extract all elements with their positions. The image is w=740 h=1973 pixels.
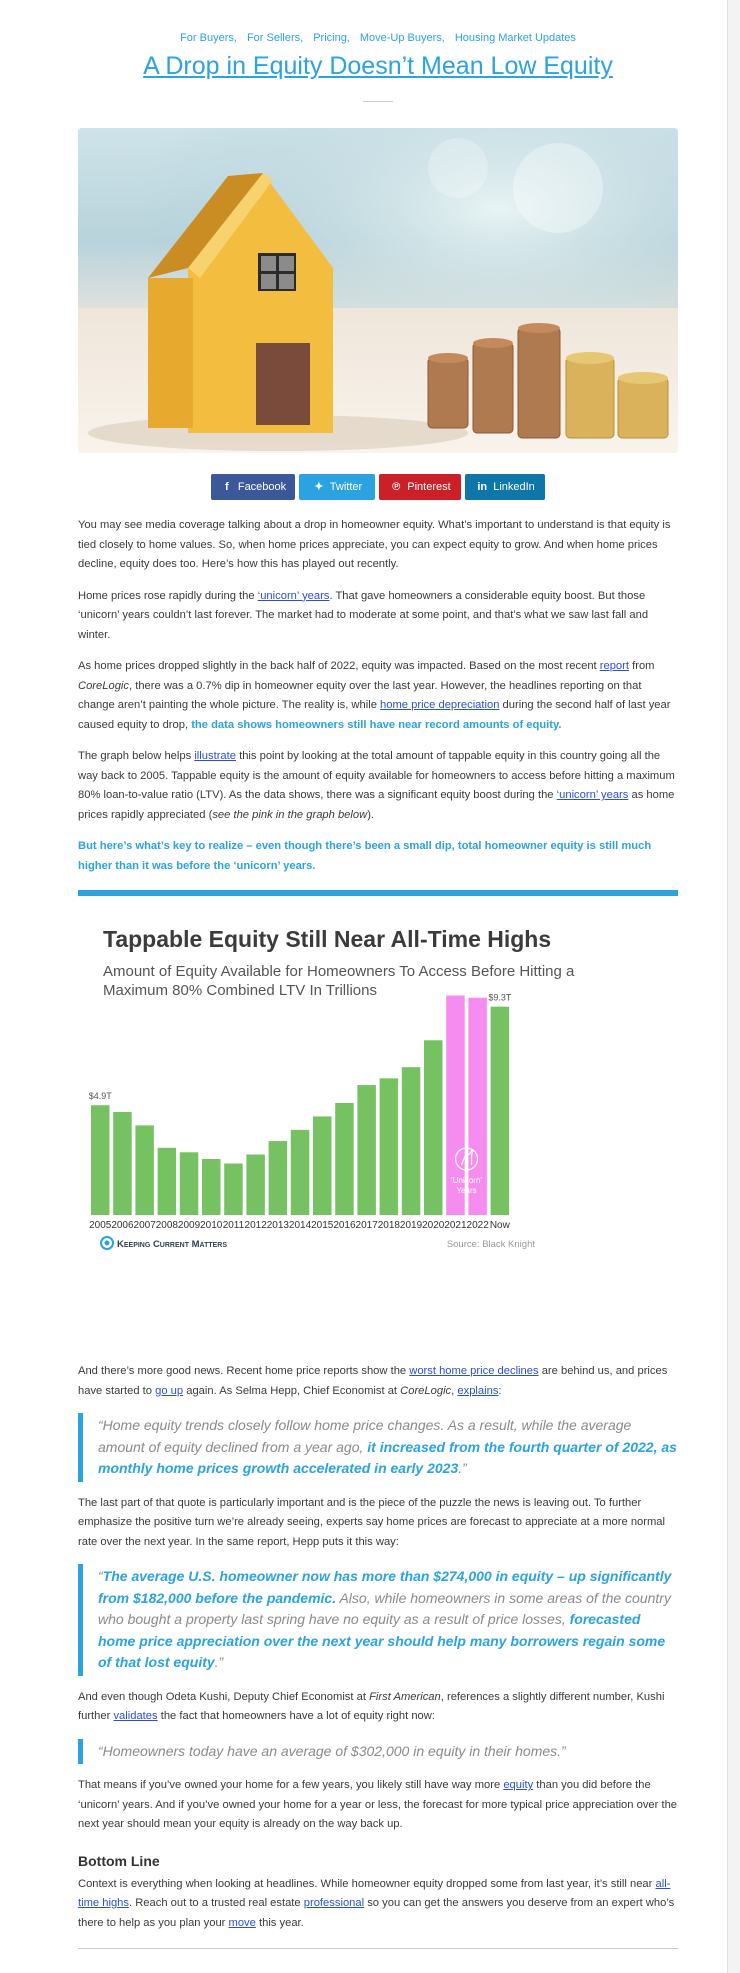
category-links xyxy=(78,32,678,44)
text: Home prices rose rapidly during the xyxy=(78,589,258,602)
link-validates[interactable]: validates xyxy=(113,1710,158,1722)
share-buttons xyxy=(78,474,678,500)
text: And even though Odeta Kushi, Deputy Chief Economist at xyxy=(78,1690,370,1703)
chart-bar-2011 xyxy=(224,1163,243,1215)
x-tick-label: 2010 xyxy=(200,1220,223,1231)
text: ). xyxy=(367,808,375,821)
link-professional[interactable]: professional xyxy=(303,1897,365,1909)
chart-bar-2015 xyxy=(313,1116,332,1215)
title-divider xyxy=(363,101,393,102)
text: than you did before the ‘unicorn’ years. And if you’ve owned your home for a year or less, the forecast for more typical price appreciation over the next year should mean your equity is already on the way back up. xyxy=(78,1779,678,1830)
house-and-coins-illustration xyxy=(78,128,678,453)
text: CoreLogic xyxy=(78,679,129,692)
article-body-continued-3 xyxy=(78,1688,678,1727)
data-label: $9.3T xyxy=(488,992,512,1003)
text: , xyxy=(451,1384,458,1397)
article-body-bottom-line xyxy=(78,1875,678,1934)
link-unicorn-years-2[interactable]: ‘unicorn’ years xyxy=(556,789,629,801)
text: as home prices rapidly appreciated ( xyxy=(78,789,675,821)
chart-bar-2017 xyxy=(357,1085,376,1215)
share-facebook-button[interactable] xyxy=(211,474,295,500)
chart-bar-2019 xyxy=(402,1067,421,1215)
x-tick-label: 2022 xyxy=(466,1220,489,1231)
chart-bar-2012 xyxy=(246,1155,265,1215)
highlight-text: the data shows homeowners still have near record amounts of equity. xyxy=(191,718,562,731)
quote-hepp-2 xyxy=(78,1564,678,1676)
paragraph-corelogic xyxy=(78,657,678,735)
chart-bar-2014 xyxy=(291,1130,310,1215)
hero-image xyxy=(78,128,678,453)
article-title[interactable]: A Drop in Equity Doesn’t Mean Low Equity xyxy=(143,52,613,80)
text: Context is everything when looking at headlines. While homeowner equity dropped some from last year, it’s still near xyxy=(78,1877,656,1890)
category-pricing[interactable]: Pricing, xyxy=(313,32,350,44)
quote-kushi: “Homeowners today have an average of $302,000 in equity in their homes.” xyxy=(78,1739,678,1765)
text: are behind us, and prices have started to xyxy=(78,1365,668,1397)
bottom-line-heading: Bottom Line xyxy=(78,1852,160,1869)
chart-bar-2016 xyxy=(335,1103,354,1215)
x-tick-label: 2017 xyxy=(355,1220,378,1231)
x-tick-label: 2016 xyxy=(333,1220,356,1231)
chart-plot xyxy=(78,896,678,1354)
paragraph-quote-context: The last part of that quote is particularly important and is the piece of the puzzle the news is leaving out. To further emphasize the positive turn we’re already seeing, experts say home prices are forecast to appreciate at a more normal rate over the next year. In the same report, Hepp puts it this way: xyxy=(78,1496,666,1548)
chart-bar-2008 xyxy=(158,1148,177,1215)
pinterest-icon: ℗ xyxy=(392,481,401,493)
link-go-up[interactable]: go up xyxy=(155,1384,184,1397)
chart-bar-2018 xyxy=(380,1078,399,1215)
text: this year. xyxy=(255,1916,304,1929)
page-scrollbar[interactable] xyxy=(727,0,740,1973)
text: , references a slightly different number, Kushi further xyxy=(78,1690,665,1722)
twitter-icon: ✦ xyxy=(314,481,324,493)
share-linkedin-button[interactable] xyxy=(465,474,545,500)
share-twitter-button[interactable] xyxy=(299,474,375,500)
facebook-icon: f xyxy=(225,481,229,493)
text: : xyxy=(498,1384,502,1397)
text: CoreLogic xyxy=(400,1384,452,1397)
link-home-price-depreciation[interactable]: home price depreciation xyxy=(380,699,500,711)
x-tick-label: 2020 xyxy=(422,1220,445,1231)
paragraph-unicorn xyxy=(78,587,678,646)
link-illustrate[interactable]: illustrate xyxy=(194,750,236,762)
x-tick-label: 2019 xyxy=(399,1220,423,1231)
paragraph-bottom-line xyxy=(78,1875,678,1934)
x-tick-label: 2015 xyxy=(311,1220,334,1231)
chart-subtitle: Amount of Equity Available for Homeowners To Access Before Hitting a Maximum 80% Combined LTV In Trillions xyxy=(103,963,575,999)
x-tick-label: 2018 xyxy=(377,1220,400,1231)
kcm-logo-text: Keeping Current Matters xyxy=(117,1239,228,1250)
facebook-label: Facebook xyxy=(237,481,287,493)
text: That means if you’ve owned your home for a few years, you likely still have way more xyxy=(78,1779,504,1791)
highlight-text: forecasted home price appreciation over the next year should help many borrowers regain some of that lost equity xyxy=(98,1611,666,1670)
link-all-time-highs[interactable]: all-time highs xyxy=(78,1877,671,1909)
link-equity[interactable]: equity xyxy=(503,1779,534,1791)
x-tick-label: 2011 xyxy=(222,1220,245,1231)
chart-bar-2006 xyxy=(113,1112,132,1215)
x-tick-label: 2021 xyxy=(444,1220,467,1231)
linkedin-icon: in xyxy=(477,481,488,493)
x-tick-label: 2007 xyxy=(133,1220,156,1231)
chart-bar-now xyxy=(491,1007,510,1215)
chart-bar-2010 xyxy=(202,1159,221,1215)
category-housing-market-updates[interactable]: Housing Market Updates xyxy=(454,32,576,44)
article xyxy=(78,0,678,1949)
annotation-label: Years xyxy=(456,1186,477,1195)
paragraph-conclusion xyxy=(78,1776,678,1835)
data-label: $4.9T xyxy=(88,1091,112,1102)
text: .” xyxy=(214,1654,224,1670)
text: see the pink in the graph below xyxy=(212,808,368,821)
text: , there was a 0.7% dip in homeowner equity over the last year. However, the headlines reporting on that change aren’t painting the whole picture. The reality is, while xyxy=(78,679,642,711)
text: The graph below helps xyxy=(78,750,195,762)
x-tick-label: 2005 xyxy=(89,1220,112,1231)
chart-bar-2020 xyxy=(424,1040,443,1215)
chart-bar-2007 xyxy=(135,1125,154,1215)
category-for-buyers[interactable]: For Buyers, xyxy=(180,32,237,44)
category-for-sellers[interactable]: For Sellers, xyxy=(246,32,304,44)
paragraph-graph-intro xyxy=(78,747,678,825)
equity-chart xyxy=(78,896,678,1354)
link-report[interactable]: report xyxy=(599,660,629,672)
annotation-label: ‘Unicorn’ xyxy=(450,1176,483,1185)
x-tick-label: 2013 xyxy=(266,1220,289,1231)
text: Also, while homeowners in some areas of the country who bought a property last spring have no equity as a result of price losses, xyxy=(98,1589,671,1627)
article-body xyxy=(78,516,678,876)
paragraph-good-news xyxy=(78,1362,678,1401)
pinterest-label: Pinterest xyxy=(407,481,451,493)
text: .” xyxy=(458,1460,467,1476)
article-body-continued-2 xyxy=(78,1494,678,1553)
text: As home prices dropped slightly in the back half of 2022, equity was impacted. Based on the most recent xyxy=(78,660,600,672)
linkedin-label: LinkedIn xyxy=(493,481,535,493)
x-tick-label: 2009 xyxy=(177,1220,201,1231)
link-unicorn-years[interactable]: ‘unicorn’ years xyxy=(257,589,330,602)
kcm-logo-dot xyxy=(105,1241,110,1246)
paragraph-kushi xyxy=(78,1688,678,1727)
text: this point by looking at the total amount of tappable equity in this country going all the way back to 2005. Tappable equity is the amount of equity available for homeowners to access before hitting a maximum 80% loan-to-value ratio (LTV). As the data shows, there was a significant equity boost during the xyxy=(78,750,675,801)
x-tick-label: 2008 xyxy=(155,1220,178,1231)
paragraph-key-point: But here’s what’s key to realize – even though there’s been a small dip, total homeowner equity is still much higher than it was before the ‘unicorn’ years. xyxy=(78,840,652,872)
chart-bar-2013 xyxy=(269,1141,288,1215)
twitter-label: Twitter xyxy=(329,481,363,493)
chart-bar-2005 xyxy=(91,1105,110,1215)
text: First American xyxy=(369,1690,441,1703)
highlight-text: it increased from the fourth quarter of 2022, as monthly home prices growth accelerated in early 2023 xyxy=(98,1438,677,1476)
chart-title: Tappable Equity Still Near All-Time Highs xyxy=(103,926,552,952)
text: again. As Selma Hepp, Chief Economist at xyxy=(183,1384,401,1397)
category-move-up-buyers[interactable]: Move-Up Buyers, xyxy=(359,32,445,44)
text: during the second half of last year caused equity to drop, xyxy=(78,699,671,731)
x-tick-label: 2006 xyxy=(111,1220,134,1231)
link-worst-home-price-declines[interactable]: worst home price declines xyxy=(409,1365,539,1377)
share-pinterest-button[interactable] xyxy=(379,474,461,500)
highlight-text: The average U.S. homeowner now has more than $274,000 in equity – up significantly from $182,000 before the pandemic. xyxy=(98,1568,672,1606)
bottom-divider xyxy=(78,1948,678,1949)
link-explains[interactable]: explains xyxy=(457,1384,499,1397)
x-tick-label: 2014 xyxy=(288,1220,312,1231)
chart-source: Source: Black Knight xyxy=(446,1239,535,1250)
paragraph-intro: You may see media coverage talking about a drop in homeowner equity. What’s important to understand is that equity is tied closely to home values. So, when home prices appreciate, you can expect equity to grow. And when home prices decline, equity does too. Here’s how this has played out recently. xyxy=(78,519,671,570)
text: “ xyxy=(98,1568,103,1584)
chart-bar-2009 xyxy=(180,1152,199,1215)
text: And there’s more good news. Recent home price reports show the xyxy=(78,1365,410,1377)
link-move[interactable]: move xyxy=(228,1916,256,1929)
article-body-continued-4 xyxy=(78,1776,678,1835)
article-body-continued xyxy=(78,1362,678,1401)
quote-hepp-1 xyxy=(78,1413,678,1482)
x-tick-label: Now xyxy=(489,1220,510,1231)
text: . Reach out to a trusted real estate xyxy=(129,1897,304,1909)
text: so you can get the answers you deserve from an expert who’s there to help as you plan your xyxy=(78,1897,675,1929)
text: from xyxy=(629,660,655,672)
text: “Home equity trends closely follow home price changes. As a result, while the average amount of equity declined from a year ago, xyxy=(98,1417,632,1455)
text: the fact that homeowners have a lot of equity right now: xyxy=(157,1710,435,1722)
text: . That gave homeowners a considerable equity boost. But those ‘unicorn’ years couldn’t last forever. The market had to moderate at some point, and that’s what we saw last fall and winter. xyxy=(78,589,649,641)
x-tick-label: 2012 xyxy=(244,1220,267,1231)
